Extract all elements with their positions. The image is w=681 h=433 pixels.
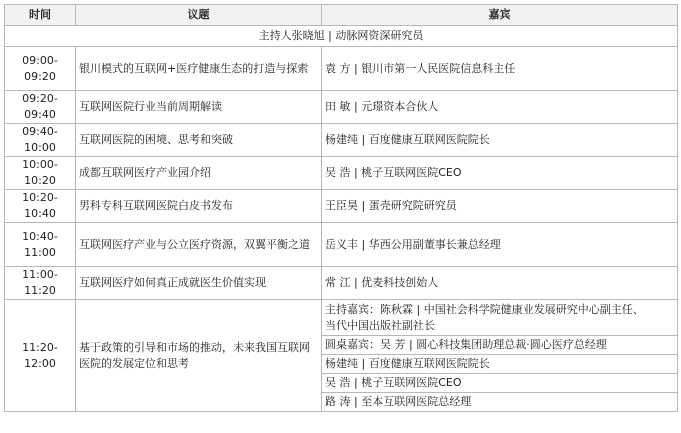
guest-cell: 王臣昊 | 蛋壳研究院研究员: [322, 190, 678, 223]
guest-cell: 岳义丰 | 华西公用副董事长兼总经理: [322, 223, 678, 267]
panel-guest-cell: 圆桌嘉宾：吴 芳 | 圆心科技集团助理总裁·圆心医疗总经理: [322, 336, 678, 355]
host-cell: 主持人张晓旭 | 动脉网资深研究员: [5, 26, 678, 47]
table-row: [5, 157, 678, 190]
topic-cell: 互联网医疗产业与公立医疗资源，双翼平衡之道: [76, 223, 322, 267]
panel-guest-cell: 杨建纯 | 百度健康互联网医院院长: [322, 355, 678, 374]
topic-cell: 成都互联网医疗产业园介绍: [76, 157, 322, 190]
panel-topic-cell: 基于政策的引导和市场的推动，未来我国互联网医院的发展定位和思考: [76, 300, 322, 412]
time-cell: 09:00-09:20: [5, 47, 76, 91]
panel-row: [5, 300, 678, 336]
table-row: [5, 190, 678, 223]
panel-guest-cell: 吴 浩 | 桃子互联网医院CEO: [322, 374, 678, 393]
table-row: [5, 124, 678, 157]
table-row: [5, 47, 678, 91]
topic-cell: 银川模式的互联网+医疗健康生态的打造与探索: [76, 47, 322, 91]
header-time: 时间: [5, 5, 76, 26]
header-guest: 嘉宾: [322, 5, 678, 26]
agenda-table: [4, 4, 678, 412]
topic-cell: 互联网医疗如何真正成就医生价值实现: [76, 267, 322, 300]
header-row: [5, 5, 678, 26]
panel-guest-cell: 路 涛 | 至本互联网医院总经理: [322, 393, 678, 412]
time-cell: 11:00-11:20: [5, 267, 76, 300]
panel-moderator-line1: 主持嘉宾：陈秋霖 | 中国社会科学院健康业发展研究中心副主任、: [325, 302, 644, 316]
table-row: [5, 267, 678, 300]
time-cell: 09:40-10:00: [5, 124, 76, 157]
table-row: [5, 223, 678, 267]
topic-cell: 互联网医院的困境、思考和突破: [76, 124, 322, 157]
panel-time-cell: 11:20-12:00: [5, 300, 76, 412]
host-row: [5, 26, 678, 47]
time-cell: 10:00-10:20: [5, 157, 76, 190]
table-row: [5, 91, 678, 124]
guest-cell: 杨建纯 | 百度健康互联网医院院长: [322, 124, 678, 157]
time-cell: 10:20-10:40: [5, 190, 76, 223]
guest-cell: 田 敏 | 元璟资本合伙人: [322, 91, 678, 124]
guest-cell: 袁 方 | 银川市第一人民医院信息科主任: [322, 47, 678, 91]
time-cell: 09:20-09:40: [5, 91, 76, 124]
guest-cell: 吴 浩 | 桃子互联网医院CEO: [322, 157, 678, 190]
panel-moderator-line2: 当代中国出版社副社长: [325, 318, 435, 332]
time-cell: 10:40-11:00: [5, 223, 76, 267]
header-topic: 议题: [76, 5, 322, 26]
topic-cell: 男科专科互联网医院白皮书发布: [76, 190, 322, 223]
topic-cell: 互联网医院行业当前周期解读: [76, 91, 322, 124]
panel-moderator-cell: [322, 300, 678, 336]
guest-cell: 常 江 | 优麦科技创始人: [322, 267, 678, 300]
